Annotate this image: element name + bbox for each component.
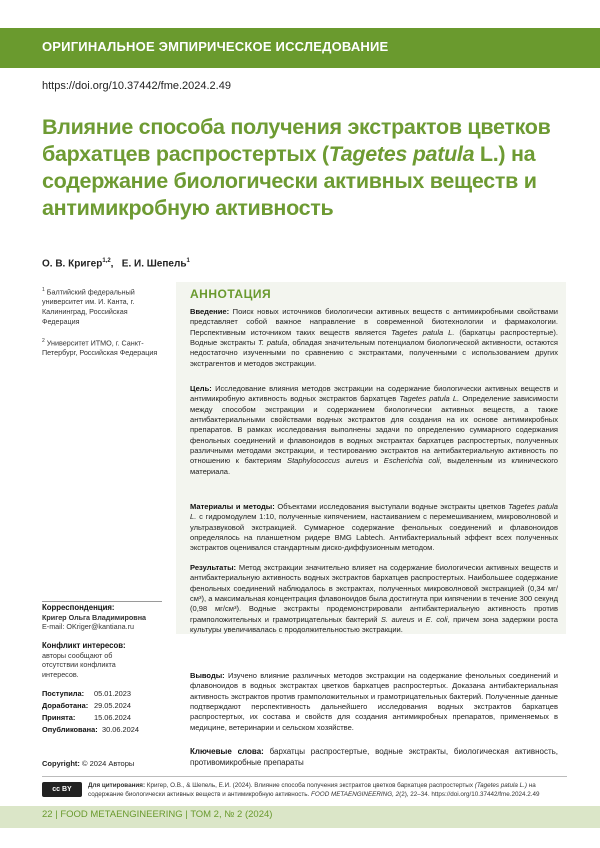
date-row xyxy=(42,700,167,712)
abstract-text: Поиск новых источников биологически активных веществ с антимикробными свойствами представляет собой важное направление в современной биотехнологии и фармакологии. Перспективным источником таких веществ является xyxy=(190,307,558,337)
date-row xyxy=(42,688,167,700)
affiliation xyxy=(42,285,162,327)
species-name: Tagetes patula L. xyxy=(399,394,459,403)
abstract-text: Метод экстракции значительно влияет на содержание биологически активных веществ и антибактериальную активность водных экстрактов бархатцев распростертых. Наибольшее содержание фенольных соединений наблюдалось в экстрактах, полученных микроволновой экстракцией (0,34 мг/см³), а максимальная концентрация флавоноидов была достигнута при кипячении в течение 300 секунд (0,98 мг/см³). Водные экстракты продемонстрировали антибактериальную активность против грамположительных и грамотрицательных бактерий xyxy=(190,563,558,624)
article-title xyxy=(42,114,572,222)
abstract-keywords xyxy=(190,746,558,768)
species-name: T. patula xyxy=(258,338,287,347)
doi-link[interactable]: https://doi.org/10.37442/fme.2024.2.49 xyxy=(42,80,231,92)
abstract-text: Определение зависимости между способом экстракции и содержанием биологически активных веществ, а также антибактериальными свойствами водных экстрактов для создания на их основе антимикробных препаратов. В рамках исследования выполнены задачи по определению суммарного содержания фенольных соединений и флавоноидов в водных экстрактах бархатцев распростертых, полученных различными методами экстракции, и тестированию экстрактов на антибактериальную активность по отношению к бактериям xyxy=(190,394,558,465)
abstract-text: Изучено влияние различных методов экстракции на содержание фенольных соединений и флавоноидов в водных экстрактах цветков бархатцев распростертых. Доказана антибактериальная активность экстрактов против грамположительных и грамотрицательных бактерий. Полученные данные подтверждают перспективность дальнейшего исследования водных экстрактов бархатцев распростертых, их состава и свойств для создания антимикробных препаратов, применяемых в медицине, ветеринарии и сельском хозяйстве. xyxy=(190,671,558,732)
title-species: Tagetes patula xyxy=(329,142,475,166)
citation xyxy=(88,781,566,799)
abstract-goal xyxy=(190,384,558,477)
date-value: 29.05.2024 xyxy=(94,701,131,710)
abstract-text: Исследование влияния методов экстракции на содержание биологически активных веществ и антимикробную активность водных экстрактов бархатцев xyxy=(190,384,558,403)
abstract-introduction xyxy=(190,307,558,369)
species-name: E. coli xyxy=(426,615,448,624)
date-row xyxy=(42,712,167,724)
copyright xyxy=(42,759,134,768)
correspondence-block xyxy=(42,603,167,632)
section-label: Результаты: xyxy=(190,563,236,572)
author-affiliation-ref: 1 xyxy=(186,258,189,264)
author-list: О. В. Кригер1,2, Е. И. Шепель1 xyxy=(42,258,190,269)
date-row xyxy=(42,724,167,736)
date-label: Поступила: xyxy=(42,688,94,700)
citation-label: Для цитирования: xyxy=(88,782,145,789)
conflict-block xyxy=(42,641,167,679)
sidebar-divider xyxy=(42,601,162,602)
correspondence-label: Корреспонденция: xyxy=(42,603,167,613)
date-label: Опубликована: xyxy=(42,724,102,736)
section-banner-label: ОРИГИНАЛЬНОЕ ЭМПИРИЧЕСКОЕ ИССЛЕДОВАНИЕ xyxy=(42,39,388,54)
correspondence-name: Кригер Ольга Владимировна xyxy=(42,613,167,623)
cc-license-badge[interactable]: cc BY xyxy=(42,782,82,797)
affiliation-number: 1 xyxy=(42,287,45,293)
date-label: Принята: xyxy=(42,712,94,724)
abstract-text: и xyxy=(369,456,384,465)
citation-text: (2), 22–34. https://doi.org/10.37442/fme.2024.2.49 xyxy=(399,791,539,798)
date-label: Доработана: xyxy=(42,700,94,712)
citation-journal: FOOD METAENGINEERING, 2 xyxy=(311,791,399,798)
abstract-text: , обладая значительным потенциалом биологической активности, остаются недостаточно изученными по сравнению с экстрактами, полученными с использованием других экстрагентов и методов экстракции. xyxy=(190,338,558,368)
affiliation xyxy=(42,336,162,358)
publication-dates xyxy=(42,688,167,736)
author-name: О. В. Кригер xyxy=(42,258,102,269)
section-label: Материалы и методы: xyxy=(190,502,275,511)
species-name: Escherichia coli xyxy=(384,456,440,465)
conflict-label: Конфликт интересов: xyxy=(42,641,167,651)
citation-divider xyxy=(42,776,567,777)
citation-text: Кригер, О.В., & Шепель, Е.И. (2024). Влияние способа получения экстрактов цветков бархатцев распростертых xyxy=(145,782,475,789)
section-label: Ключевые слова: xyxy=(190,747,264,756)
copyright-label: Copyright: xyxy=(42,759,80,768)
affiliation-number: 2 xyxy=(42,338,45,344)
species-name: Tagetes patula L. xyxy=(190,502,558,521)
abstract-text: (бархатцы распростертые). Водные экстракты xyxy=(190,328,558,347)
abstract-text: с гидромодулем 1:10, полученные кипячением, настаиванием с перемешиванием, микроволновой и ультразвуковой экстракцией. Суммарное содержание фенольных соединений и флавоноидов определялось на планшетном ридере BMG Labtech. Антибактериальный эффект всех полученных экстрактов оценивался стандартным диско-диффузионным методом. xyxy=(190,512,558,552)
date-value: 05.01.2023 xyxy=(94,689,131,698)
species-name: Tagetes patula L. xyxy=(391,328,454,337)
title-part-1: Влияние способа получения экстрактов цветков бархатцев распростертых ( xyxy=(42,115,551,166)
section-label: Цель: xyxy=(190,384,212,393)
date-value: 15.06.2024 xyxy=(94,713,131,722)
abstract-heading: АННОТАЦИЯ xyxy=(190,287,271,301)
keywords-text: бархатцы распростертые, водные экстракты, биологическая активность, противомикробные препараты xyxy=(190,747,558,767)
date-value: 30.06.2024 xyxy=(102,725,139,734)
footer-text: 22 | FOOD METAENGINEERING | ТОМ 2, № 2 (2024) xyxy=(42,809,272,820)
author-affiliation-ref: 1,2 xyxy=(102,258,110,264)
citation-text: на содержание биологически активных веществ и антимикробную активность. xyxy=(88,782,536,798)
species-name: Staphylococcus aureus xyxy=(287,456,368,465)
abstract-results xyxy=(190,563,558,635)
abstract-text: и xyxy=(415,615,426,624)
abstract-methods xyxy=(190,502,558,554)
abstract-conclusions xyxy=(190,671,558,733)
section-label: Введение: xyxy=(190,307,229,316)
title-part-2: L.) на содержание биологически активных веществ и антимикробную активность xyxy=(42,142,537,220)
citation-species: (Tagetes patula L.) xyxy=(475,782,527,789)
abstract-text: , выделенным из клинического материала. xyxy=(190,456,558,475)
abstract-text: Объектами исследования выступали водные экстракты цветков xyxy=(275,502,508,511)
copyright-text: © 2024 Авторы xyxy=(80,759,134,768)
affiliation-text: Балтийский федеральный университет им. И. Канта, г. Калининград, Российская Федерация xyxy=(42,287,135,326)
section-label: Выводы: xyxy=(190,671,225,680)
correspondence-email[interactable]: E-mail: OKriger@kantiana.ru xyxy=(42,622,167,632)
species-name: S. aureus xyxy=(381,615,415,624)
abstract-text: , причем зона задержки роста культуры увеличивалась с продолжительностью экстракции. xyxy=(190,615,558,634)
affiliation-text: Университет ИТМО, г. Санкт-Петербург, Российская Федерация xyxy=(42,338,157,357)
author-name: Е. И. Шепель xyxy=(122,258,187,269)
conflict-text: авторы сообщают об отсутствии конфликта интересов. xyxy=(42,651,124,680)
